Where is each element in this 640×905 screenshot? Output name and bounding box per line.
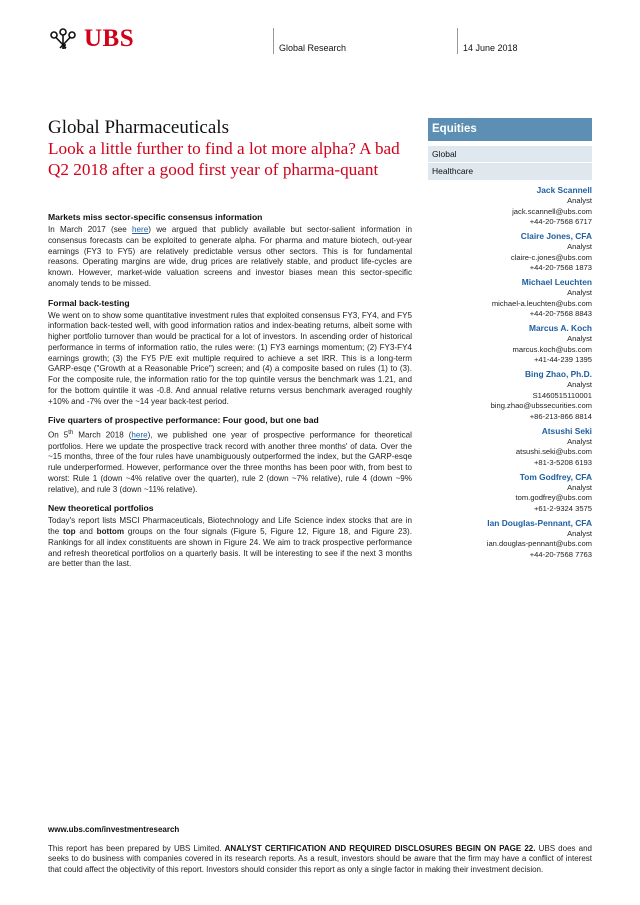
section-heading: Five quarters of prospective performance: Four good, but one bad [48, 415, 319, 426]
here-link[interactable]: here [132, 225, 149, 234]
analyst-role: Analyst [567, 288, 592, 297]
report-subtitle: Look a little further to find a lot more alpha? A bad Q2 2018 after a good first year of pharma-quant [48, 139, 400, 179]
analyst-name: Claire Jones, CFA [520, 231, 592, 241]
research-url[interactable]: www.ubs.com/investmentresearch [48, 825, 180, 834]
header-date: 14 June 2018 [463, 43, 518, 53]
analyst-entry [428, 425, 592, 469]
analyst-email[interactable]: atsushi.seki@ubs.com [515, 447, 592, 456]
ubs-wordmark: UBS [84, 25, 135, 52]
report-title: Global Pharmaceuticals [48, 117, 229, 138]
analyst-name: Michael Leuchten [521, 277, 592, 287]
analyst-entry [428, 517, 592, 561]
analyst-phone: +44-20-7568 6717 [529, 217, 592, 226]
analyst-entry [428, 471, 592, 515]
region-label: Global [428, 146, 592, 163]
analyst-email[interactable]: jack.scannell@ubs.com [512, 206, 592, 216]
analyst-role: Analyst [567, 482, 592, 492]
body-column [48, 212, 412, 578]
analyst-phone: +61-2-9324 3575 [533, 503, 592, 513]
header-divider [273, 28, 274, 54]
header-divider [457, 28, 458, 54]
analyst-entry [428, 368, 592, 422]
analyst-name: Atsushi Seki [541, 425, 592, 436]
analyst-phone: +44-20-7568 8843 [529, 309, 592, 318]
analyst-email[interactable]: michael-a.leuchten@ubs.com [491, 298, 592, 308]
analyst-email[interactable]: bing.zhao@ubssecurities.com [490, 401, 592, 410]
analyst-phone: +81-3-5208 6193 [533, 457, 592, 467]
analyst-name: Jack Scannell [536, 185, 592, 195]
section-heading: Formal back-testing [48, 297, 130, 308]
header-section: Global Research [279, 43, 347, 53]
analyst-list [428, 184, 592, 563]
analyst-role: Analyst [567, 436, 592, 446]
keys-icon [48, 27, 78, 51]
analyst-phone: +44-20-7568 1873 [529, 263, 592, 272]
analyst-entry [428, 322, 592, 366]
section-paragraph: Today's report lists MSCI Pharmaceuticals, Biotechnology and Life Science index stocks that are in the top and bottom groups on the four signals (Figure 5, Figure 12, Figure 18, and Figure 23). Rankings for all index constituents are shown in Figure 24. We aim to track prospective performance and refresh theoretical portfolios on a quarterly basis. It will be interesting to see if the next 3 months are better than the last. [48, 516, 412, 569]
disclaimer-text: This report has been prepared by UBS Limited. ANALYST CERTIFICATION AND REQUIRED DISCLOSURES BEGIN ON PAGE 22. UBS does and seeks to do business with companies covered in its research reports. As a result, investors should be aware that the firm may have a conflict of interest that could affect the objectivity of this report. Investors should consider this report as only a single factor in making their investment decision. [48, 844, 593, 874]
analyst-role: Analyst [567, 334, 592, 343]
ubs-logo [48, 26, 134, 52]
analyst-entry [428, 230, 592, 274]
analyst-name: Bing Zhao, Ph.D. [525, 369, 592, 379]
section-heading: Markets miss sector-specific consensus information [48, 212, 263, 222]
analyst-id: S1460515110001 [532, 390, 592, 400]
analyst-email[interactable]: claire-c.jones@ubs.com [510, 252, 592, 262]
section-heading: New theoretical portfolios [48, 503, 154, 514]
analyst-role: Analyst [567, 528, 592, 538]
analyst-phone: +44-20-7568 7763 [529, 549, 592, 559]
analyst-entry [428, 184, 592, 228]
analyst-name: Marcus A. Koch [529, 323, 592, 333]
analyst-phone: +86-213-866 8814 [529, 411, 592, 421]
section-paragraph: In March 2017 (see here) we argued that publicly available but sector-salient information in consensus forecasts can be exploited to generate alpha. For pharma and mature biotech, out-year earnings (FY3 to FY5) are relatively predictable versus other sectors. This is for fundamental reasons. Operating margins are wide, drug prices are relatively stable, and product life-cycles are known. However, market-wide valuation screens and investor biases mean this sector-specific anomaly tends to be missed. [48, 225, 412, 288]
analyst-name: Ian Douglas-Pennant, CFA [487, 517, 592, 528]
sector-label: Healthcare [428, 163, 592, 180]
analyst-role: Analyst [567, 242, 592, 251]
section-paragraph: On 5th March 2018 (here), we published one year of prospective performance for theoretical portfolios. Here we update the prospective track record with another three months' of data. Over the ~15 months, three of the four rules have unambiguously outperformed the index, but the GARP-esqe rule underperformed. However, performance over the three months has been poor with, from best to worst: Rule 1 (down ~4% relative over the quarter), rule 2 (down ~7% relative), rule 4 (down ~9% relative), and rule 3 (down ~11% relative). [48, 430, 412, 494]
section-paragraph: We went on to show some quantitative investment rules that exploited consensus FY3, FY4, and FY5 information back-tested well, with good information ratios and index-beating returns, albeit some with higher portfolio turnover than would be practical for a lot of investors. In ascending order of historical performance in terms of information ratio, the rules were: (1) FY3 earnings momentum; (2) FY3-FY4 earnings growth; (3) the FY5 P/E exit multiple required to achieve a set IRR. This is a long-term GARP-esqe ("Growth at a Reasonable Price") screen; and (4) a composite based on rules (1) to (3). For the composite rule, the information ratio for the top quintile versus the benchmark was 1.21, and for the bottom quintile it was -0.8. And annual relative returns versus benchmark averaged roughly +10% and -7% over the ~14 year back-test period. [48, 310, 412, 406]
analyst-phone: +41-44-239 1395 [533, 355, 592, 364]
analyst-role: Analyst [567, 380, 592, 389]
here-link[interactable]: here [131, 430, 148, 440]
analyst-name: Tom Godfrey, CFA [519, 471, 592, 482]
analyst-email[interactable]: marcus.koch@ubs.com [512, 344, 592, 354]
category-bar: Equities [428, 118, 592, 141]
analyst-entry [428, 276, 592, 320]
analyst-role: Analyst [567, 196, 592, 205]
analyst-email[interactable]: tom.godfrey@ubs.com [515, 493, 592, 502]
analyst-email[interactable]: ian.douglas-pennant@ubs.com [486, 539, 592, 548]
